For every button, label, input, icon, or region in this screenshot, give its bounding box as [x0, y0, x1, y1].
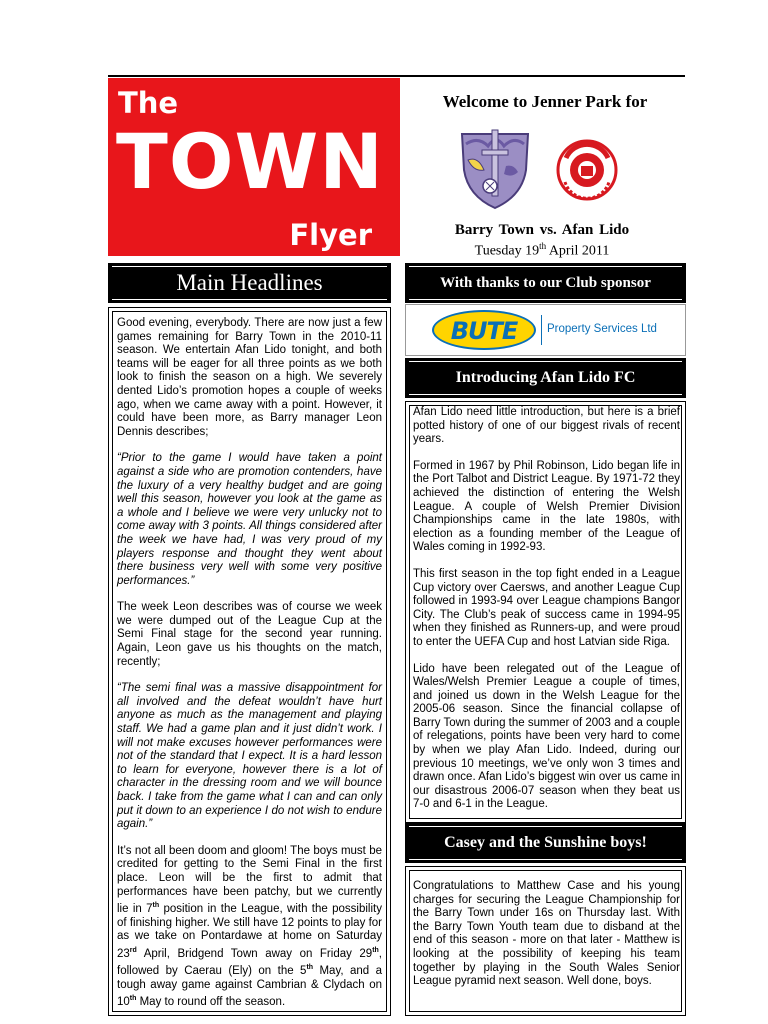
- afan-lido-crest-icon: [556, 136, 618, 204]
- match-date: Tuesday 19th April 2011: [474, 241, 610, 259]
- casey-article-box: [405, 866, 686, 1016]
- afan-paragraph-3: This first season in the top fight ended in a League Cup victory over Caersws, and another League Cup followed in 1993-94 over League champions Bangor City. The Club’s peak of success came in 1994-95 when they finished as Runners-up, and were proud to enter the UEFA Cup and host Latvian side Riga.: [413, 567, 680, 648]
- sponsor-logo-box[interactable]: [405, 304, 686, 356]
- masthead-flyer: Flyer: [289, 218, 372, 252]
- casey-banner: [405, 823, 686, 863]
- masthead-title: TOWN: [116, 117, 384, 206]
- main-quote-1: “Prior to the game I would have taken a point against a side who are promotion contenders, have the luxury of a very healthy budget and are going well this season, however you look at the game as a whole and I believe we were very unlucky not to come away with 3 points. All things considered after the week we have had, I was very proud of my players response and thought they went about there business very well with some very positive performances.”: [117, 452, 382, 587]
- afan-paragraph-2: Formed in 1967 by Phil Robinson, Lido began life in the Port Talbot and District League. By 1971-72 they achieved the distinction of entering the Welsh League. A couple of Welsh Premier Division Championships came in the late 1980s, with election as a founding member of the League of Wales coming in 1992-93.: [413, 459, 680, 554]
- afan-lido-article-text: [413, 406, 680, 825]
- main-headlines-title: Main Headlines: [176, 270, 323, 295]
- welcome-heading: Welcome to Jenner Park for: [442, 92, 648, 111]
- match-fixture: Barry Town vs. Afan Lido: [454, 222, 630, 238]
- masthead: [108, 78, 400, 256]
- afan-lido-banner: [405, 358, 686, 398]
- main-paragraph-3: It’s not all been doom and gloom! The boys must be credited for getting to the Semi Final in the first place. Leon will be the first to admit that performances have been patchy, but we currently lie in 7th position in the League, with the possibility of finishing higher. We still have 12 points to play for as we take on Pontardawe at home on Saturday 23rd April, Bridgend Town away on Friday 29th, followed by Caerau (Ely) on the 5th May, and a tough away game against Cambrian & Clydach on 10th May to round off the season.: [117, 844, 382, 1009]
- casey-article-text: [413, 880, 680, 1002]
- main-article-text: [117, 317, 382, 1023]
- masthead-the: The: [118, 86, 179, 120]
- top-rule: [108, 75, 685, 77]
- main-headlines-banner: [108, 263, 391, 303]
- sponsor-tagline: Property Services Ltd: [547, 323, 657, 335]
- sponsor-banner: [405, 263, 686, 303]
- bute-logo-icon: BUTE: [432, 310, 536, 350]
- afan-lido-article-box: [405, 401, 686, 823]
- casey-paragraph-1: Congratulations to Matthew Case and his young charges for securing the League Championship for the Barry Town under 16s on Thursday last. With the Barry Town Youth team due to disband at the end of this season - more on that later - Matthew is looking at the possibility of keeping his team together by playing in the South Wales Senior League pyramid next season. Well done, boys.: [413, 880, 680, 988]
- main-quote-2: “The semi final was a massive disappointment for all involved and the defeat wouldn’t have hurt anyone as much as the management and playing staff. We had a game plan and it just didn’t work. I will not make excuses however performances were not of the standard that I expect. It is a hard lesson to learn for everyone, however there is a lot of character in the dressing room and we will bounce back. I take from the game what I can and can only put it down to an experience I do not wish to endure again.”: [117, 682, 382, 831]
- afan-lido-title: Introducing Afan Lido FC: [455, 369, 636, 386]
- sponsor-title: With thanks to our Club sponsor: [440, 274, 651, 291]
- casey-title: Casey and the Sunshine boys!: [444, 834, 647, 851]
- main-paragraph-2: The week Leon describes was of course we week we were dumped out of the League Cup at the Semi Final stage for the second year running. Again, Leon gave us his thoughts on the match, recently;: [117, 601, 382, 668]
- afan-paragraph-4: Lido have been relegated out of the League of Wales/Welsh Premier League a couple of times, and joined us down in the Welsh League for the 2005-06 season. Since the financial collapse of Barry Town during the summer of 2003 and a couple of relegations, points have been very hard to come by when we play Afan Lido. Indeed, during our previous 10 meetings, we’ve only won 3 times and drawn once. Afan Lido’s biggest win over us came in our disastrous 2006-07 season when they beat us 7-0 and 6-1 in the League.: [413, 662, 680, 811]
- main-paragraph-1: Good evening, everybody. There are now just a few games remaining for Barry Town in the 2010-11 season. We entertain Afan Lido tonight, and both teams will be eager for all three points as we both look to finish the season on a high. We severely dented Lido’s promotion hopes a couple of weeks ago, when we came away with a point. However, it could have been more, as Barry manager Leon Dennis describes;: [117, 317, 382, 438]
- sponsor-divider: [541, 315, 542, 345]
- afan-paragraph-1: Afan Lido need little introduction, but here is a brief potted history of one of our biggest rivals of recent years.: [413, 406, 680, 446]
- main-article-box: [108, 307, 391, 1016]
- barry-town-crest-icon: [456, 126, 534, 210]
